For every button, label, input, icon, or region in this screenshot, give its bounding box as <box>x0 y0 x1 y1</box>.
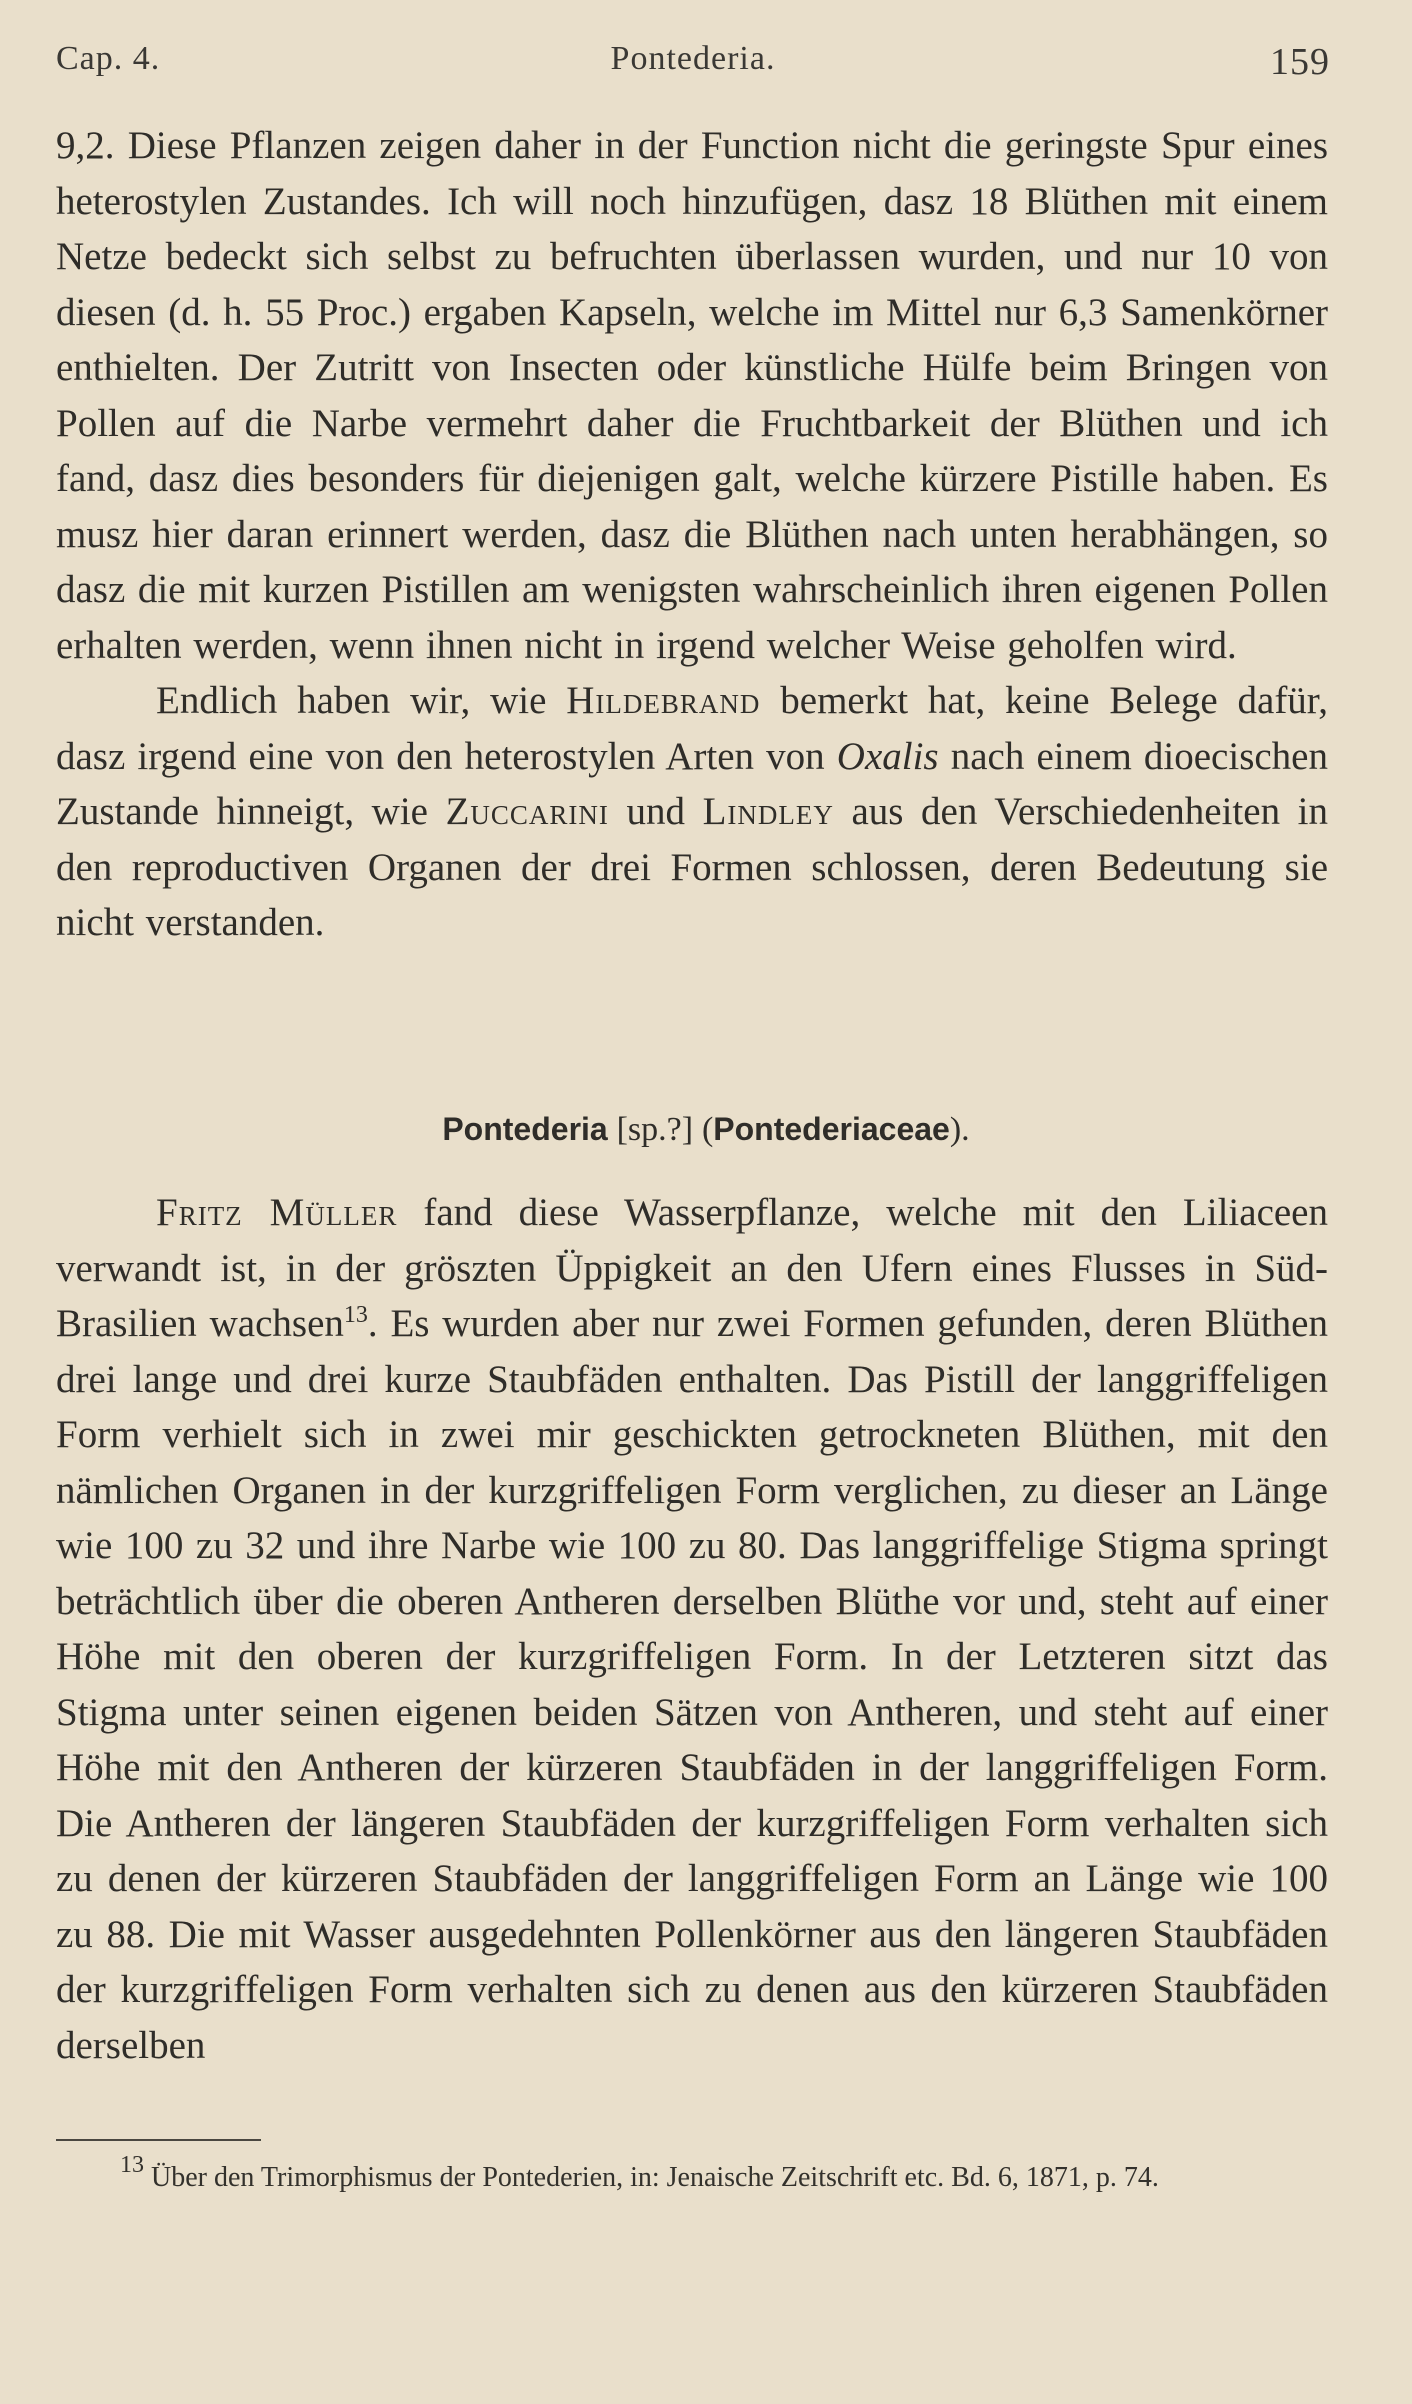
body-text-bottom <box>56 1185 1328 2073</box>
section-genus: Pontederia <box>442 1111 608 1147</box>
paragraph-2-text-e: aus den Verschiedenheiten in den reproductiven Organen der drei Formen schlossen, deren Bedeutung sie nicht verstanden. <box>56 790 1328 944</box>
footnote-divider <box>56 2139 261 2141</box>
paragraph-2-text-b: bemerkt hat, keine Belege dafür, dasz irgend eine von den heterostylen Arten von <box>56 679 1328 778</box>
author-hildebrand: Hildebrand <box>566 679 761 722</box>
paragraph-2-text-c: nach einem dioecischen Zustande hinneigt, wie <box>56 734 1328 833</box>
paragraph-3-text-a: fand diese Wasserpflanze, welche mit den Liliaceen verwandt ist, in der gröszten Üppigkeit an den Ufern eines Flusses in Süd-Brasilien wachsen <box>56 1191 1328 1345</box>
footnote-reference: 13 <box>343 1302 368 1328</box>
section-family: Pontederiaceae <box>713 1111 950 1147</box>
footnote-text <box>56 2152 1328 2199</box>
paragraph-1: 9,2. Diese Pflanzen zeigen daher in der Function nicht die geringste Spur eines heterostylen Zustandes. Ich will noch hinzufügen, dasz 18 Blüthen mit einem Netze bedeckt sich selbst zu befruchten überlassen wurden, und nur 10 von diesen (d. h. 55 Proc.) ergaben Kapseln, welche im Mittel nur 6,3 Samenkörner enthielten. Der Zutritt von Insecten oder künstliche Hülfe beim Bringen von Pollen auf die Narbe vermehrt daher die Fruchtbarkeit der Blüthen und ich fand, dasz dies besonders für diejenigen galt, welche kürzere Pistille haben. Es musz hier daran erinnert werden, dasz die Blüthen nach unten herabhängen, so dasz die mit kurzen Pistillen am wenigsten wahrscheinlich ihren eigenen Pollen erhalten werden, wenn ihnen nicht in irgend welcher Weise geholfen wird. <box>56 124 1328 667</box>
paragraph-2 <box>56 673 1328 951</box>
genus-oxalis: Oxalis <box>836 734 939 778</box>
footnote-body: Über den Trimorphismus der Pontederien, in: Jenaische Zeitschrift etc. Bd. 6, 1871, p. 74. <box>144 2162 1159 2193</box>
body-text-top <box>56 118 1328 951</box>
paragraph-2-text-d: und <box>608 790 703 833</box>
section-heading <box>0 1111 1412 1149</box>
section-family-close: ). <box>949 1111 970 1148</box>
paragraph-3 <box>56 1185 1328 2073</box>
chapter-label: Cap. 4. <box>56 40 161 77</box>
paragraph-2-text-a: Endlich haben wir, wie <box>156 679 567 722</box>
running-title: Pontederia. <box>610 40 776 77</box>
running-header <box>56 40 1330 86</box>
paragraph-3-text-b: . Es wurden aber nur zwei Formen gefunden, deren Blüthen drei lange und drei kurze Staubfäden enthalten. Das Pistill der langgriffeligen Form verhielt sich in zwei mir geschickten getrockneten Blüthen, mit den nämlichen Organen in der kurzgriffeligen Form verglichen, zu dieser an Länge wie 100 zu 32 und ihre Narbe wie 100 zu 80. Das langgriffelige Stigma springt beträchtlich über die oberen Antheren derselben Blüthe vor und, steht auf einer Höhe mit den oberen der kurzgriffeligen Form. In der Letzteren sitzt das Stigma unter seinen eigenen beiden Sätzen von Antheren, und steht auf einer Höhe mit den Antheren der kürzeren Staubfäden in der langgriffeligen Form. Die Antheren der längeren Staubfäden der kurzgriffeligen Form verhalten sich zu denen der kürzeren Staubfäden der langgriffeligen Form an Länge wie 100 zu 88. Die mit Wasser ausgedehnten Pollenkörner aus den längeren Staubfäden der kurzgriffeligen Form verhalten sich zu denen aus den kürzeren Staubfäden derselben <box>56 1302 1328 2067</box>
section-family-open: ( <box>701 1111 714 1148</box>
section-species: [sp.?] <box>616 1111 694 1148</box>
page-number: 159 <box>1270 41 1330 83</box>
author-fritz-mueller: Fritz Müller <box>156 1191 398 1234</box>
footnote <box>56 2152 1328 2199</box>
author-zuccarini: Zuccarini <box>445 790 609 833</box>
author-lindley: Lindley <box>702 790 834 833</box>
footnote-marker: 13 <box>120 2152 144 2178</box>
